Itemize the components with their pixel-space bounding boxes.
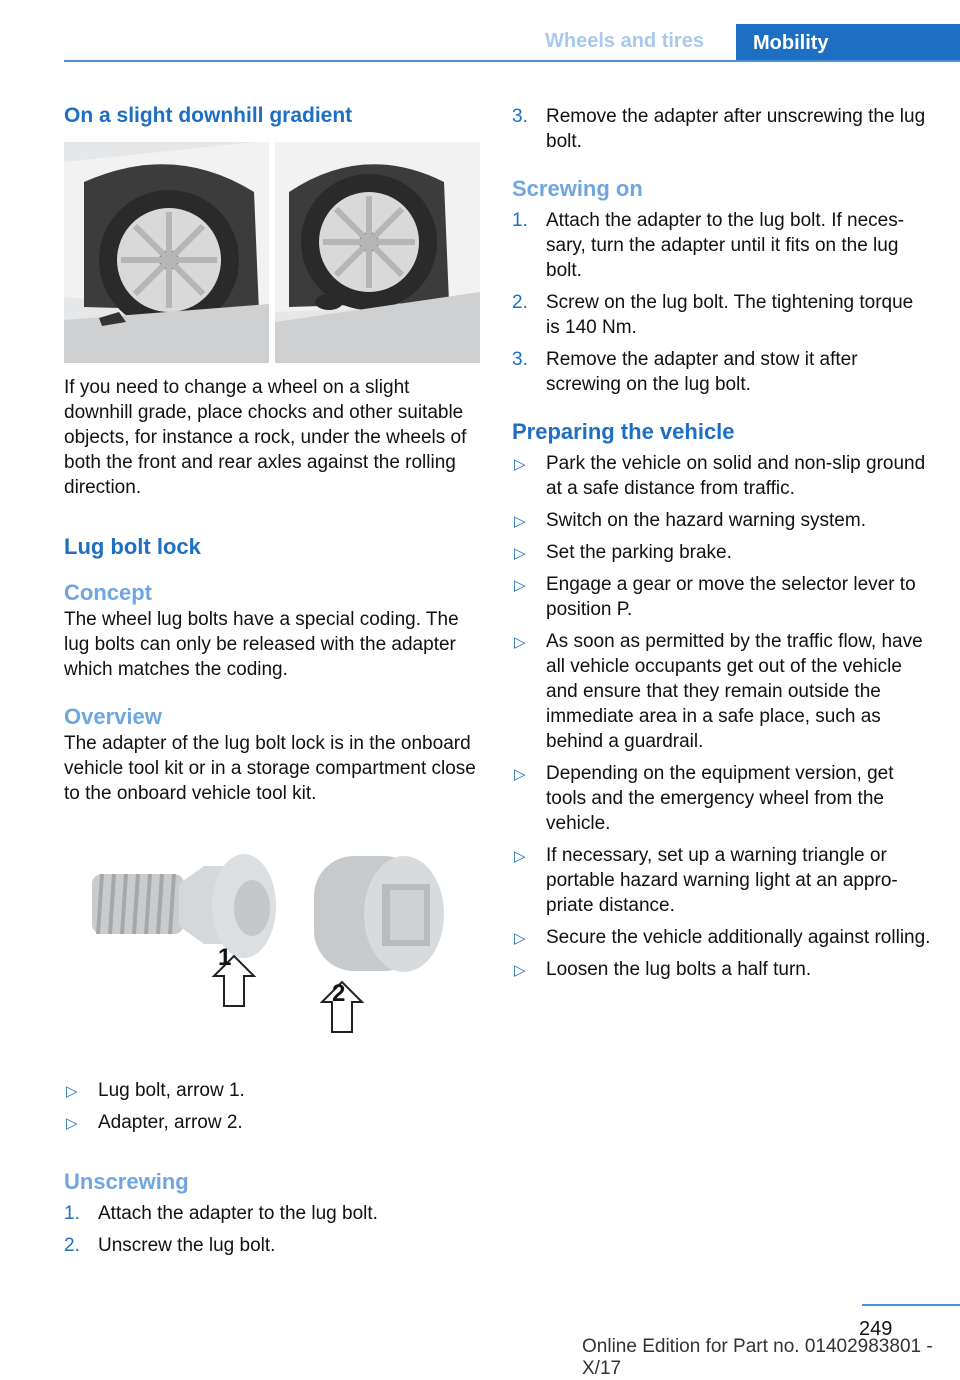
bullet-triangle-icon: ▷	[514, 766, 526, 783]
list-item: 3. Remove the adapter after unscrewing the lug bolt.	[512, 106, 926, 152]
unscrewing-steps	[64, 1201, 482, 1258]
bullet-triangle-icon: ▷	[514, 456, 526, 473]
bullet-triangle-icon: ▷	[514, 545, 526, 562]
step-number: 2.	[512, 292, 528, 313]
figure-label-1: 1	[218, 944, 232, 971]
list-item: ▷ Loosen the lug bolts a half turn.	[512, 957, 932, 982]
list-item: ▷ Park the vehicle on solid and non-slip ground at a safe distance from traffic.	[514, 453, 926, 499]
step-number: 3.	[512, 349, 528, 370]
list-item: ▷ Switch on the hazard warning system.	[512, 508, 932, 533]
downhill-paragraph: If you need to change a wheel on a slight downhill grade, place chocks and other suitable objects, for instance a rock, under the wheels of both the front and rear axles against the rolling direction.	[64, 377, 467, 498]
bullet-triangle-icon: ▷	[66, 1083, 78, 1100]
step-number: 2.	[64, 1235, 80, 1256]
step-number: 1.	[512, 210, 528, 231]
overview-paragraph: The adapter of the lug bolt lock is in the onboard vehicle tool kit or in a storage compartment close to the onboard vehicle tool kit.	[64, 733, 476, 804]
left-column	[64, 100, 482, 1258]
heading-lug-bolt-lock: Lug bolt lock	[64, 534, 201, 559]
header-rule	[64, 60, 960, 62]
list-item: 2. Screw on the lug bolt. The tightening torque is 140 Nm.	[512, 292, 914, 338]
heading-downhill: On a slight downhill gradient	[64, 104, 353, 127]
section-tab[interactable]: Wheels and tires	[545, 30, 704, 52]
list-item: ▷ Set the parking brake.	[512, 540, 932, 565]
list-item: 2. Unscrew the lug bolt.	[64, 1235, 276, 1256]
heading-concept: Concept	[64, 580, 152, 605]
overview-list	[64, 1078, 482, 1135]
preparing-list	[512, 451, 932, 982]
page-header	[0, 0, 960, 62]
downhill-illustration	[64, 142, 480, 363]
right-column	[512, 100, 932, 982]
heading-overview: Overview	[64, 704, 162, 729]
step-number: 1.	[64, 1203, 80, 1224]
chapter-tab[interactable]: Mobility	[736, 24, 960, 62]
page-number: 249	[859, 1318, 893, 1340]
list-item: ▷ Depending on the equipment version, get tools and the emergency wheel from the vehicle.	[514, 763, 894, 834]
bullet-triangle-icon: ▷	[514, 577, 526, 594]
bullet-triangle-icon: ▷	[514, 634, 526, 651]
list-item: ▷ As soon as permitted by the traffic flow, have all vehicle occupants get out of the vehicle and ensure that they remain outside the immediate area in a safe place, such as behind a guardrail.	[514, 631, 923, 752]
bullet-triangle-icon: ▷	[514, 930, 526, 947]
bullet-triangle-icon: ▷	[514, 848, 526, 865]
heading-screwing-on: Screwing on	[512, 176, 643, 201]
lug-bolt-figure	[64, 826, 480, 1058]
unscrewing-steps-continued	[512, 104, 932, 154]
step-number: 3.	[512, 106, 528, 127]
list-item: ▷ Lug bolt, arrow 1.	[64, 1078, 482, 1103]
bullet-triangle-icon: ▷	[514, 962, 526, 979]
list-item: ▷ Engage a gear or move the selector lever to position P.	[514, 574, 916, 620]
list-item: 1. Attach the adapter to the lug bolt.	[64, 1203, 378, 1224]
concept-paragraph: The wheel lug bolts have a special coding. The lug bolts can only be released with the adapter which matches the coding.	[64, 609, 459, 680]
heading-unscrewing: Unscrewing	[64, 1169, 189, 1194]
list-item: 1. Attach the adapter to the lug bolt. If necessary, turn the adapter until it fits on the lug bolt.	[512, 210, 905, 281]
list-item: 3. Remove the adapter and stow it after screwing on the lug bolt.	[512, 349, 858, 395]
lug-bolt-adapter-image	[64, 826, 480, 1058]
heading-preparing-vehicle: Preparing the vehicle	[512, 419, 735, 444]
car-wheels-image	[64, 142, 480, 363]
footer-edition: Online Edition for Part no. 01402983801 - X/17	[582, 1336, 933, 1379]
list-item: ▷ If necessary, set up a warning triangle or portable hazard warning light at an appropriate distance.	[514, 845, 898, 916]
figure-label-2: 2	[332, 980, 346, 1007]
list-item: ▷ Secure the vehicle additionally against rolling.	[512, 925, 932, 950]
bullet-triangle-icon: ▷	[514, 513, 526, 530]
footer-rule	[862, 1304, 960, 1306]
screwing-steps	[512, 208, 932, 397]
list-item: ▷ Adapter, arrow 2.	[64, 1110, 482, 1135]
bullet-triangle-icon: ▷	[66, 1115, 78, 1132]
